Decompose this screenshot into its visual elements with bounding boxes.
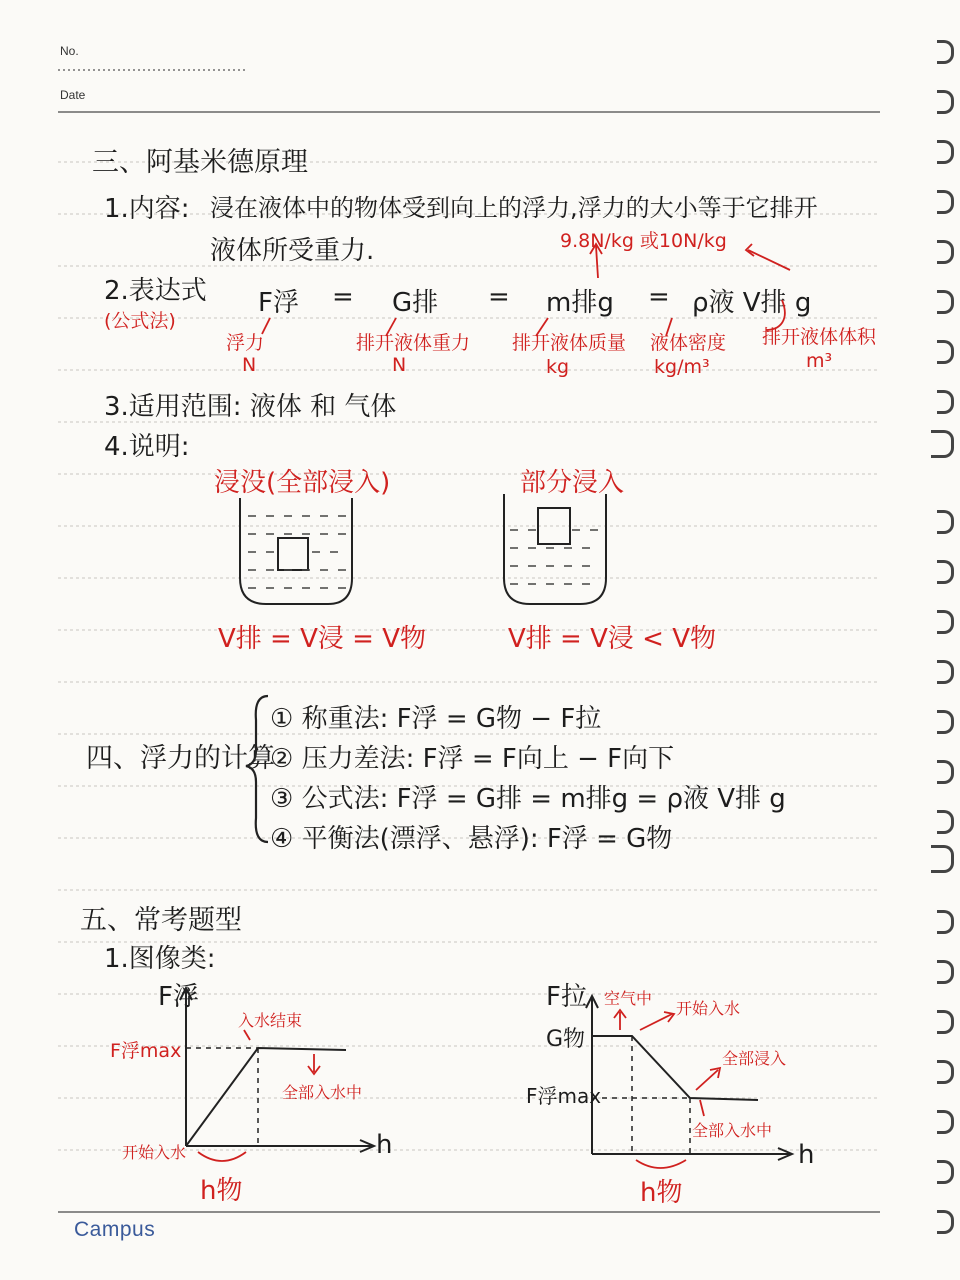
section5-title: 五、常考题型 [80,905,242,936]
anno-m-name: 排开液体质量 [512,332,627,354]
formula-rho: ρ液 V排 g [692,288,812,318]
anno-rho-unit: kg/m³ [654,356,710,378]
formula-m: m排g [546,288,614,318]
graph2-f-mark: F浮max [526,1084,602,1108]
item1-line1: 浸在液体中的物体受到向上的浮力,浮力的大小等于它排开 [210,194,818,222]
date-label: Date [60,88,86,102]
graph2-x-mark: h物 [640,1178,683,1208]
graph2-x-label: h [798,1140,815,1170]
item2-label: 2.表达式 [104,276,207,306]
section4-title: 四、浮力的计算 [86,743,275,774]
case2-title: 部分浸入 [520,468,625,498]
anno-rho-name: 液体密度 [650,332,727,354]
case1-title: 浸没(全部浸入) [214,468,391,498]
graph1-x-label: h [376,1130,393,1160]
graph1-x-mark: h物 [200,1176,243,1206]
graph2-end-label: 全部浸入 [722,1049,787,1068]
formula-eq1: = [332,282,354,312]
method-3: ③ 公式法: F浮 = G排 = m排g = ρ液 V排 g [270,784,786,814]
anno-f-unit: N [242,354,257,376]
graph2-y-label: F拉 [546,982,587,1012]
anno-v-name: 排开液体体积 [762,326,877,348]
method-4: ④ 平衡法(漂浮、悬浮): F浮 = G物 [270,824,673,854]
graph1-flat-label: 全部入水中 [282,1083,363,1102]
section3-title: 三、阿基米德原理 [92,147,308,178]
anno-g-unit: N [392,354,407,376]
graph2-top-label: 空气中 [604,989,653,1008]
anno-f-name: 浮力 [226,332,265,354]
case2-formula: V排 = V浸 < V物 [508,624,716,654]
brand-logo: Campus [74,1218,156,1241]
graph1-y-mark: F浮max [110,1040,182,1062]
case1-formula: V排 = V浸 = V物 [218,624,426,654]
g-note: 9.8N/kg 或10N/kg [560,230,727,252]
anno-v-unit: m³ [806,350,833,372]
graph2-g-mark: G物 [546,1027,586,1052]
item4: 4.说明: [104,432,190,462]
anno-m-unit: kg [546,356,570,378]
item1-label: 1.内容: [104,194,190,224]
item3: 3.适用范围: 液体 和 气体 [104,392,397,422]
item1-line2: 液体所受重力. [210,236,375,266]
formula-eq3: = [648,282,670,312]
method-2: ② 压力差法: F浮 = F向上 − F向下 [270,744,675,774]
anno-g-name: 排开液体重力 [356,332,471,354]
graph1-point-label: 入水结束 [238,1011,303,1030]
graph1-y-label: F浮 [158,982,199,1012]
item2-sub: (公式法) [104,310,176,332]
formula-eq2: = [488,282,510,312]
method-1: ① 称重法: F浮 = G物 − F拉 [270,704,602,734]
section5-item1: 1.图像类: [104,944,216,974]
graph1-origin-label: 开始入水 [122,1143,187,1162]
graph2-start-label: 开始入水 [676,999,741,1018]
formula-g: G排 [392,288,439,318]
no-label: No. [60,44,79,58]
formula-f: F浮 [258,288,299,318]
graph2-flat-label: 全部入水中 [692,1121,773,1140]
